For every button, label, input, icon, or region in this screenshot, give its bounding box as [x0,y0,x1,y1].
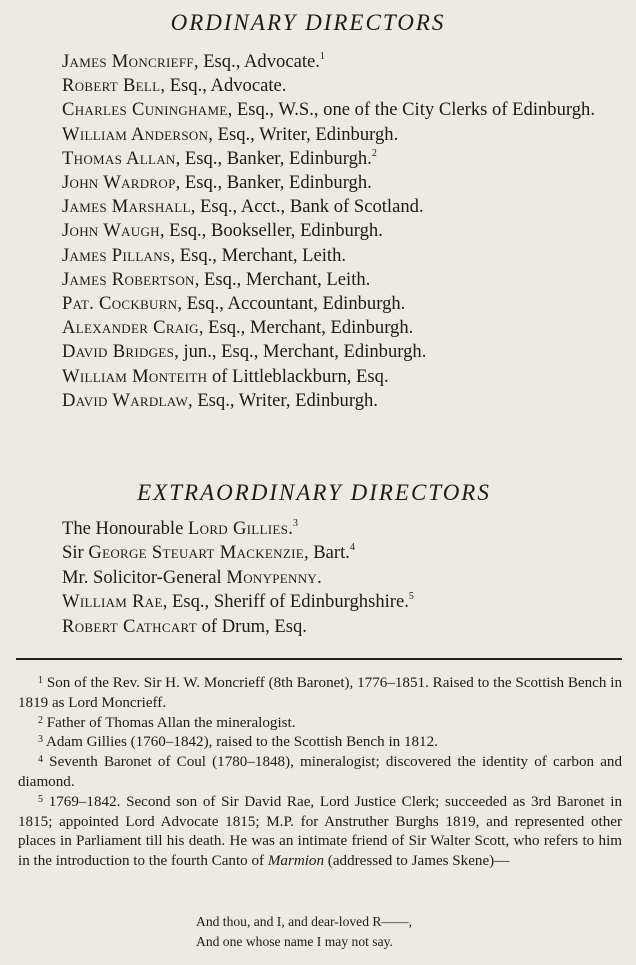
director-entry: The Honourable Lord Gillies.$^3$ [62,518,298,539]
director-entry: Sir George Steuart Mackenzie, Bart.$^4$ [62,542,355,564]
director-entry: Mr. Solicitor-General Monypenny. [62,566,322,588]
footnote-number: 4 [38,754,43,766]
director-entry: John Waugh, Esq., Bookseller, Edinburgh. [62,220,383,242]
director-name: Robert Cathcart [62,615,197,637]
director-name: Pat. Cockburn [62,293,178,315]
footnote-marker: 4 [349,542,355,554]
director-name: James Moncrieff [62,51,194,72]
director-entry: James Moncrieff, Esq., Advocate.$^1$ [62,51,325,72]
director-entry: Pat. Cockburn, Esq., Accountant, Edinburgh. [62,293,406,315]
footnote-number: 2 [38,714,43,726]
director-entry: Charles Cuninghame, Esq., W.S., one of the City Clerks of Edinburgh. [62,99,595,121]
director-name: James Pillans [62,244,171,266]
director-entry: William Rae, Esq., Sheriff of Edinburghshire.$^5$ [62,591,414,613]
footnote-divider [16,658,622,660]
work-title: Marmion [267,853,325,870]
director-name: Charles Cuninghame [62,99,228,121]
director-name: Robert Bell [62,75,161,97]
director-entry: Robert Cathcart of Drum, Esq. [62,615,307,637]
footnote: $^5$ 1769–1842. Second son of Sir David Rae, Lord Justice Clerk; succeeded as 3rd Baronet in 1815; appointed Lord Advocate 1815; M.P. for Anstruther Burghs 1819, and represented other places in Parliament till his death. He was an intimate friend of Sir Walter Scott, who refers to him in the introduction to the fourth Canto of Marmion (addressed to James Skene)— [18,793,622,870]
footnotes [18,674,622,872]
director-name: William Rae [62,591,163,613]
footnote-marker: 1 [319,51,325,62]
footnote-marker: 2 [371,147,377,159]
director-entry: David Bridges, jun., Esq., Merchant, Edinburgh. [62,341,427,363]
verse-line: And thou, and I, and dear-loved R——, [196,914,413,929]
footnote: $^1$ Son of the Rev. Sir H. W. Moncrieff (8th Baronet), 1776–1851. Raised to the Scottish Bench in 1819 as Lord Moncrieff. [18,675,622,711]
footnote: $^3$ Adam Gillies (1760–1842), raised to the Scottish Bench in 1812. [38,734,438,751]
verse-line: And one whose name I may not say. [196,934,393,949]
director-name: William Monteith [62,365,208,387]
director-name: Thomas Allan [62,147,176,169]
director-entry: William Monteith of Littleblackburn, Esq. [62,365,389,387]
director-entry: Thomas Allan, Esq., Banker, Edinburgh.$^2$ [62,147,377,169]
director-name: James Robertson [62,268,195,290]
footnote-marker: 3 [292,518,298,529]
footnote-number: 5 [38,793,43,805]
footnote: $^4$ Seventh Baronet of Coul (1780–1848), mineralogist; discovered the identity of carbon and diamond. [18,754,623,790]
director-name: John Waugh [62,220,160,242]
director-name: Alexander Craig [62,317,199,339]
footnote-number: 3 [38,734,43,746]
director-name: Lord Gillies [187,518,289,539]
extraordinary-directors-heading: EXTRAORDINARY DIRECTORS [137,480,491,505]
verse-quotation [196,912,412,952]
ordinary-directors-heading: ORDINARY DIRECTORS [170,10,446,35]
director-name: James Marshall [62,196,191,218]
director-name: Monypenny [226,566,318,588]
footnote-marker: 5 [408,591,414,603]
director-entry: John Wardrop, Esq., Banker, Edinburgh. [62,172,372,194]
extraordinary-directors-list [62,517,622,639]
director-name: William Anderson [62,123,209,145]
director-name: John Wardrop [62,172,176,194]
director-entry: Alexander Craig, Esq., Merchant, Edinburgh. [62,317,414,339]
director-entry: James Robertson, Esq., Merchant, Leith. [62,268,371,290]
director-name: David Bridges [62,341,175,363]
director-entry: James Marshall, Esq., Acct., Bank of Scotland. [62,196,424,218]
director-name: George Steuart Mackenzie [88,542,304,564]
director-entry: James Pillans, Esq., Merchant, Leith. [62,244,347,266]
ordinary-directors-list [62,50,622,413]
director-entry: David Wardlaw, Esq., Writer, Edinburgh. [62,389,378,411]
footnote: $^2$ Father of Thomas Allan the mineralogist. [38,714,296,731]
director-entry: Robert Bell, Esq., Advocate. [62,75,287,97]
director-name: David Wardlaw [62,389,189,411]
director-entry: William Anderson, Esq., Writer, Edinburgh. [62,123,399,145]
footnote-number: 1 [38,675,43,686]
